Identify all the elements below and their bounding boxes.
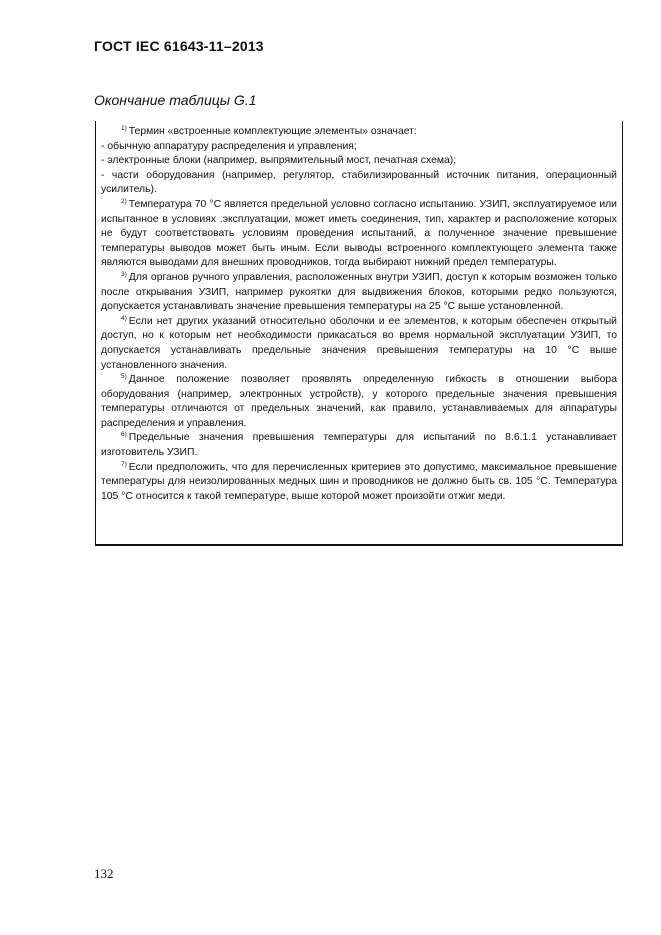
footnote-mark: 3) (121, 270, 127, 278)
footnote-text: - электронные блоки (например, выпрямительный мост, печатная схема); (101, 155, 457, 167)
footnote-mark: 4) (121, 314, 127, 322)
document-header: ГОСТ IEC 61643-11–2013 (94, 38, 264, 54)
footnote-text: Для органов ручного управления, расположенных внутри УЗИП, доступ к которым возможен только после открывания УЗИП, например рукоятки для выдвижения блоков, которыми редко пользуются, допускается устанавливать значение превышения температуры на 25 °С выше установленной. (101, 271, 617, 313)
footnote-text: - части оборудования (например, регулятор, стабилизированный источник питания, операционный усилитель). (101, 169, 617, 196)
footnote-mark: 2) (121, 197, 127, 205)
footnote-list-item (101, 154, 617, 169)
footnote-mark: 6) (121, 431, 127, 439)
footnote-text: Если предположить, что для перечисленных критериев это допустимо, максимальное превышение температуры для неизолированных медных шин и проводников не должно быть св. 105 °С. Температура 105 °С относится к такой температуре, выше которой может произойти отжиг меди. (101, 461, 617, 502)
footnote-text: - обычную аппаратуру распределения и управления; (101, 140, 357, 152)
footnote-text: Термин «встроенные комплектующие элементы» означает: (128, 126, 417, 137)
table-continuation-title: Окончание таблицы G.1 (94, 92, 257, 108)
footnote-text: Данное положение позволяет проявлять определенную гибкость в отношении выбора оборудования (например, электронных устройств), у которого предельные значения превышения температуры отличаются от предельных значений, как правило, устанавливаемых для аппаратуры распределения и управления. (101, 374, 617, 429)
page-number: 132 (94, 866, 114, 881)
footnote-2 (101, 198, 617, 271)
footnote-mark: 5) (121, 373, 127, 381)
footnote-text: Предельные значения превышения температуры для испытаний по 8.6.1.1 устанавливает изготовитель УЗИП. (101, 432, 617, 459)
footnote-text: Температура 70 °С является предельной условно согласно испытанию. УЗИП, эксплуатируемое или испытанное в условиях .эксплуатации, может иметь соединения, тип, характер и расположение которых не будут соответствовать условиям проведения испытаний, а полученное значение превышение температуры выводов может быть иным. Если выводы встроенного комплектующего элемента также являются выводами для внешних проводников, тогда выбирают нижний предел температуры. (101, 198, 617, 269)
footnote-6 (101, 431, 617, 460)
table-footnotes (101, 125, 617, 504)
footnote-mark: 1) (121, 125, 127, 132)
footnote-list-item (101, 140, 617, 155)
footnote-1 (101, 125, 617, 140)
footnote-3 (101, 271, 617, 315)
footnote-list-item (101, 169, 617, 198)
footnote-4 (101, 315, 617, 373)
footnote-text: Если нет других указаний относительно оболочки и ее элементов, к которым обеспечен открытый доступ, но к которым нет необходимости прикасаться во время нормальной эксплуатации УЗИП, то допускается устанавливать предельные значения превышения температуры на 10 °С выше установленного значения. (101, 315, 617, 371)
footnote-mark: 7) (121, 460, 127, 468)
footnote-5 (101, 373, 617, 431)
footnote-7 (101, 461, 617, 505)
